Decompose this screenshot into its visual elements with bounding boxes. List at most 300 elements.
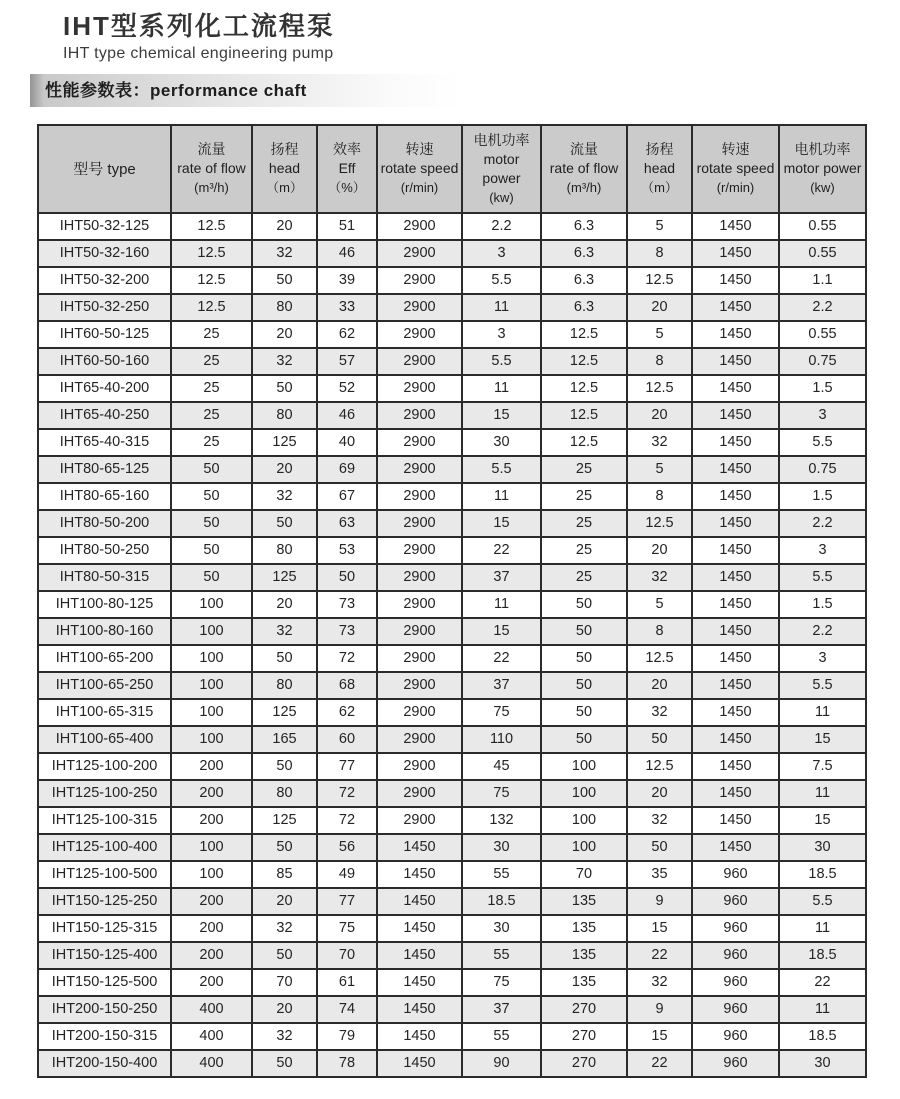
value-cell: 50	[541, 726, 627, 753]
value-cell: 100	[541, 753, 627, 780]
model-cell: IHT65-40-250	[38, 402, 171, 429]
section-band	[30, 74, 875, 107]
value-cell: 20	[252, 591, 317, 618]
value-cell: 90	[462, 1050, 541, 1077]
value-cell: 100	[171, 699, 252, 726]
value-cell: 2900	[377, 375, 462, 402]
value-cell: 1450	[692, 348, 779, 375]
value-cell: 70	[252, 969, 317, 996]
value-cell: 132	[462, 807, 541, 834]
value-cell: 79	[317, 1023, 377, 1050]
value-cell: 50	[252, 834, 317, 861]
model-cell: IHT50-32-160	[38, 240, 171, 267]
table-row	[38, 969, 866, 996]
column-header-cn: 转速	[405, 141, 434, 158]
model-cell: IHT50-32-200	[38, 267, 171, 294]
value-cell: 20	[252, 213, 317, 240]
value-cell: 6.3	[541, 213, 627, 240]
value-cell: 5.5	[462, 456, 541, 483]
value-cell: 57	[317, 348, 377, 375]
value-cell: 0.55	[779, 321, 866, 348]
column-header-cn: 扬程	[645, 141, 674, 158]
value-cell: 50	[171, 483, 252, 510]
value-cell: 12.5	[541, 375, 627, 402]
value-cell: 55	[462, 1023, 541, 1050]
value-cell: 5	[627, 213, 692, 240]
value-cell: 2900	[377, 618, 462, 645]
value-cell: 20	[627, 402, 692, 429]
value-cell: 2900	[377, 294, 462, 321]
value-cell: 1450	[377, 942, 462, 969]
column-header-unit: (m³/h)	[566, 180, 602, 196]
value-cell: 30	[462, 429, 541, 456]
column-header-1	[171, 125, 252, 213]
table-row	[38, 402, 866, 429]
header-row	[38, 125, 866, 213]
value-cell: 0.75	[779, 456, 866, 483]
column-header-en: Eff	[338, 160, 356, 177]
value-cell: 1450	[692, 267, 779, 294]
model-cell: IHT125-100-500	[38, 861, 171, 888]
value-cell: 25	[171, 375, 252, 402]
value-cell: 1450	[377, 1023, 462, 1050]
column-header-unit: (m³/h)	[194, 180, 229, 196]
value-cell: 135	[541, 888, 627, 915]
model-cell: IHT100-80-125	[38, 591, 171, 618]
value-cell: 0.55	[779, 213, 866, 240]
value-cell: 20	[252, 996, 317, 1023]
value-cell: 1450	[377, 1050, 462, 1077]
value-cell: 70	[317, 942, 377, 969]
value-cell: 25	[541, 537, 627, 564]
value-cell: 63	[317, 510, 377, 537]
table-row	[38, 1023, 866, 1050]
value-cell: 100	[171, 618, 252, 645]
value-cell: 1450	[692, 537, 779, 564]
column-header-0	[38, 125, 171, 213]
value-cell: 72	[317, 645, 377, 672]
value-cell: 78	[317, 1050, 377, 1077]
value-cell: 400	[171, 1023, 252, 1050]
value-cell: 100	[541, 780, 627, 807]
value-cell: 2900	[377, 726, 462, 753]
value-cell: 100	[171, 591, 252, 618]
value-cell: 1450	[377, 969, 462, 996]
value-cell: 50	[171, 510, 252, 537]
value-cell: 2900	[377, 753, 462, 780]
value-cell: 1450	[692, 240, 779, 267]
value-cell: 39	[317, 267, 377, 294]
value-cell: 2900	[377, 780, 462, 807]
value-cell: 125	[252, 699, 317, 726]
value-cell: 1.5	[779, 483, 866, 510]
value-cell: 100	[541, 807, 627, 834]
table-body	[38, 213, 866, 1077]
value-cell: 15	[462, 402, 541, 429]
value-cell: 18.5	[462, 888, 541, 915]
value-cell: 2900	[377, 267, 462, 294]
value-cell: 32	[627, 807, 692, 834]
value-cell: 3	[462, 321, 541, 348]
value-cell: 75	[462, 780, 541, 807]
value-cell: 72	[317, 780, 377, 807]
value-cell: 50	[252, 1050, 317, 1077]
value-cell: 1450	[692, 753, 779, 780]
value-cell: 5	[627, 456, 692, 483]
value-cell: 11	[462, 483, 541, 510]
model-cell: IHT80-65-125	[38, 456, 171, 483]
value-cell: 80	[252, 294, 317, 321]
value-cell: 1450	[692, 618, 779, 645]
value-cell: 22	[627, 942, 692, 969]
value-cell: 32	[252, 483, 317, 510]
value-cell: 32	[252, 618, 317, 645]
value-cell: 20	[627, 780, 692, 807]
model-cell: IHT150-125-315	[38, 915, 171, 942]
model-cell: IHT80-50-250	[38, 537, 171, 564]
value-cell: 35	[627, 861, 692, 888]
value-cell: 50	[252, 375, 317, 402]
value-cell: 11	[462, 375, 541, 402]
table-row	[38, 240, 866, 267]
section-label: 性能参数表：performance chaft	[45, 80, 307, 100]
value-cell: 2900	[377, 645, 462, 672]
value-cell: 2.2	[779, 510, 866, 537]
value-cell: 72	[317, 807, 377, 834]
column-header-en: head	[643, 160, 676, 177]
column-header-unit: (r/min)	[716, 180, 755, 196]
value-cell: 12.5	[541, 429, 627, 456]
value-cell: 6.3	[541, 240, 627, 267]
value-cell: 50	[541, 672, 627, 699]
value-cell: 37	[462, 996, 541, 1023]
value-cell: 6.3	[541, 294, 627, 321]
model-cell: IHT200-150-400	[38, 1050, 171, 1077]
column-header-en: head	[268, 160, 301, 177]
table-row	[38, 915, 866, 942]
value-cell: 12.5	[627, 267, 692, 294]
value-cell: 77	[317, 888, 377, 915]
value-cell: 1450	[692, 429, 779, 456]
value-cell: 12.5	[627, 375, 692, 402]
value-cell: 30	[462, 834, 541, 861]
value-cell: 50	[171, 456, 252, 483]
value-cell: 50	[541, 645, 627, 672]
value-cell: 0.55	[779, 240, 866, 267]
table-row	[38, 699, 866, 726]
value-cell: 15	[779, 726, 866, 753]
page-title: IHT型系列化工流程泵	[63, 11, 335, 41]
column-header-en: rotate speed	[380, 160, 459, 177]
value-cell: 80	[252, 537, 317, 564]
value-cell: 3	[779, 645, 866, 672]
value-cell: 68	[317, 672, 377, 699]
value-cell: 50	[541, 591, 627, 618]
value-cell: 15	[779, 807, 866, 834]
value-cell: 2900	[377, 321, 462, 348]
value-cell: 1450	[692, 564, 779, 591]
column-header-cn: 流量	[570, 141, 598, 158]
value-cell: 77	[317, 753, 377, 780]
value-cell: 135	[541, 969, 627, 996]
value-cell: 1450	[692, 726, 779, 753]
table-row	[38, 861, 866, 888]
value-cell: 100	[171, 726, 252, 753]
value-cell: 67	[317, 483, 377, 510]
value-cell: 960	[692, 861, 779, 888]
value-cell: 135	[541, 915, 627, 942]
value-cell: 8	[627, 240, 692, 267]
table-row	[38, 537, 866, 564]
model-cell: IHT65-40-200	[38, 375, 171, 402]
value-cell: 61	[317, 969, 377, 996]
value-cell: 8	[627, 348, 692, 375]
table-row	[38, 834, 866, 861]
value-cell: 2900	[377, 672, 462, 699]
value-cell: 37	[462, 672, 541, 699]
value-cell: 50	[627, 726, 692, 753]
value-cell: 3	[462, 240, 541, 267]
value-cell: 1450	[692, 780, 779, 807]
value-cell: 12.5	[171, 294, 252, 321]
value-cell: 2.2	[779, 618, 866, 645]
value-cell: 2900	[377, 240, 462, 267]
value-cell: 400	[171, 996, 252, 1023]
table-row	[38, 645, 866, 672]
value-cell: 73	[317, 618, 377, 645]
value-cell: 3	[779, 402, 866, 429]
value-cell: 25	[171, 321, 252, 348]
value-cell: 75	[317, 915, 377, 942]
value-cell: 50	[541, 618, 627, 645]
value-cell: 1450	[692, 402, 779, 429]
table-row	[38, 348, 866, 375]
model-cell: IHT80-65-160	[38, 483, 171, 510]
value-cell: 8	[627, 618, 692, 645]
value-cell: 5.5	[462, 348, 541, 375]
value-cell: 2900	[377, 402, 462, 429]
value-cell: 11	[779, 699, 866, 726]
value-cell: 22	[462, 537, 541, 564]
column-header-en: motor power	[783, 160, 862, 177]
value-cell: 33	[317, 294, 377, 321]
value-cell: 1450	[377, 996, 462, 1023]
value-cell: 55	[462, 861, 541, 888]
value-cell: 5.5	[779, 429, 866, 456]
value-cell: 200	[171, 969, 252, 996]
value-cell: 73	[317, 591, 377, 618]
model-cell: IHT60-50-125	[38, 321, 171, 348]
value-cell: 960	[692, 1050, 779, 1077]
value-cell: 50	[252, 645, 317, 672]
value-cell: 2900	[377, 591, 462, 618]
value-cell: 80	[252, 780, 317, 807]
value-cell: 20	[252, 888, 317, 915]
model-cell: IHT100-65-400	[38, 726, 171, 753]
value-cell: 18.5	[779, 861, 866, 888]
value-cell: 32	[627, 969, 692, 996]
value-cell: 2900	[377, 699, 462, 726]
column-header-unit: （%）	[328, 180, 366, 196]
table-row	[38, 726, 866, 753]
value-cell: 0.75	[779, 348, 866, 375]
value-cell: 75	[462, 969, 541, 996]
value-cell: 22	[462, 645, 541, 672]
value-cell: 5.5	[779, 672, 866, 699]
value-cell: 32	[252, 1023, 317, 1050]
value-cell: 46	[317, 240, 377, 267]
table-row	[38, 753, 866, 780]
value-cell: 1450	[377, 861, 462, 888]
model-cell: IHT100-65-315	[38, 699, 171, 726]
value-cell: 1450	[692, 645, 779, 672]
value-cell: 69	[317, 456, 377, 483]
value-cell: 85	[252, 861, 317, 888]
column-header-label: 型号 type	[73, 161, 136, 179]
value-cell: 25	[171, 429, 252, 456]
value-cell: 200	[171, 888, 252, 915]
value-cell: 960	[692, 996, 779, 1023]
table-row	[38, 780, 866, 807]
value-cell: 12.5	[171, 213, 252, 240]
value-cell: 9	[627, 996, 692, 1023]
value-cell: 1450	[692, 591, 779, 618]
value-cell: 270	[541, 996, 627, 1023]
model-cell: IHT80-50-200	[38, 510, 171, 537]
value-cell: 5	[627, 321, 692, 348]
value-cell: 30	[779, 834, 866, 861]
value-cell: 5.5	[462, 267, 541, 294]
value-cell: 1450	[692, 294, 779, 321]
model-cell: IHT125-100-200	[38, 753, 171, 780]
model-cell: IHT150-125-250	[38, 888, 171, 915]
value-cell: 8	[627, 483, 692, 510]
value-cell: 200	[171, 807, 252, 834]
model-cell: IHT200-150-250	[38, 996, 171, 1023]
table-row	[38, 564, 866, 591]
value-cell: 30	[779, 1050, 866, 1077]
page-subtitle: IHT type chemical engineering pump	[63, 44, 334, 62]
value-cell: 50	[252, 510, 317, 537]
table-row	[38, 456, 866, 483]
value-cell: 100	[171, 861, 252, 888]
value-cell: 2900	[377, 429, 462, 456]
value-cell: 2900	[377, 213, 462, 240]
value-cell: 125	[252, 564, 317, 591]
value-cell: 75	[462, 699, 541, 726]
table-row	[38, 591, 866, 618]
value-cell: 1450	[377, 915, 462, 942]
value-cell: 12.5	[541, 348, 627, 375]
column-header-en: rate of flow	[549, 160, 619, 177]
value-cell: 20	[627, 672, 692, 699]
value-cell: 50	[252, 267, 317, 294]
value-cell: 200	[171, 915, 252, 942]
value-cell: 37	[462, 564, 541, 591]
table-row	[38, 942, 866, 969]
value-cell: 1.1	[779, 267, 866, 294]
column-header-cn: 流量	[197, 141, 226, 158]
model-cell: IHT100-65-250	[38, 672, 171, 699]
value-cell: 1450	[692, 456, 779, 483]
value-cell: 960	[692, 915, 779, 942]
value-cell: 200	[171, 780, 252, 807]
column-header-8	[692, 125, 779, 213]
table-row	[38, 375, 866, 402]
value-cell: 32	[252, 348, 317, 375]
model-cell: IHT125-100-400	[38, 834, 171, 861]
value-cell: 1450	[692, 672, 779, 699]
value-cell: 50	[252, 753, 317, 780]
value-cell: 960	[692, 942, 779, 969]
column-header-cn: 扬程	[270, 141, 299, 158]
value-cell: 56	[317, 834, 377, 861]
model-cell: IHT100-65-200	[38, 645, 171, 672]
value-cell: 45	[462, 753, 541, 780]
value-cell: 1450	[692, 834, 779, 861]
value-cell: 52	[317, 375, 377, 402]
value-cell: 165	[252, 726, 317, 753]
model-cell: IHT200-150-315	[38, 1023, 171, 1050]
value-cell: 12.5	[627, 510, 692, 537]
value-cell: 125	[252, 429, 317, 456]
column-header-6	[541, 125, 627, 213]
value-cell: 1450	[692, 807, 779, 834]
value-cell: 3	[779, 537, 866, 564]
value-cell: 50	[317, 564, 377, 591]
column-header-cn: 转速	[721, 141, 750, 158]
value-cell: 11	[779, 996, 866, 1023]
column-header-4	[377, 125, 462, 213]
value-cell: 960	[692, 888, 779, 915]
column-header-cn: 效率	[333, 141, 361, 158]
value-cell: 80	[252, 672, 317, 699]
value-cell: 100	[541, 834, 627, 861]
model-cell: IHT50-32-125	[38, 213, 171, 240]
value-cell: 1450	[692, 213, 779, 240]
value-cell: 32	[627, 699, 692, 726]
column-header-unit: (kw)	[810, 180, 835, 196]
value-cell: 12.5	[541, 321, 627, 348]
value-cell: 2900	[377, 537, 462, 564]
value-cell: 200	[171, 753, 252, 780]
model-cell: IHT125-100-250	[38, 780, 171, 807]
column-header-2	[252, 125, 317, 213]
value-cell: 22	[627, 1050, 692, 1077]
value-cell: 25	[541, 564, 627, 591]
table-row	[38, 267, 866, 294]
value-cell: 25	[541, 456, 627, 483]
column-header-en: motor power	[482, 150, 521, 186]
table-head	[38, 125, 866, 213]
table-row	[38, 483, 866, 510]
value-cell: 100	[171, 645, 252, 672]
value-cell: 15	[462, 510, 541, 537]
value-cell: 1450	[692, 483, 779, 510]
value-cell: 100	[171, 672, 252, 699]
table-row	[38, 672, 866, 699]
column-header-unit: (r/min)	[400, 180, 439, 196]
value-cell: 11	[462, 294, 541, 321]
value-cell: 32	[252, 240, 317, 267]
value-cell: 1450	[692, 510, 779, 537]
value-cell: 12.5	[171, 240, 252, 267]
value-cell: 55	[462, 942, 541, 969]
model-cell: IHT125-100-315	[38, 807, 171, 834]
value-cell: 62	[317, 321, 377, 348]
value-cell: 53	[317, 537, 377, 564]
table-row	[38, 213, 866, 240]
